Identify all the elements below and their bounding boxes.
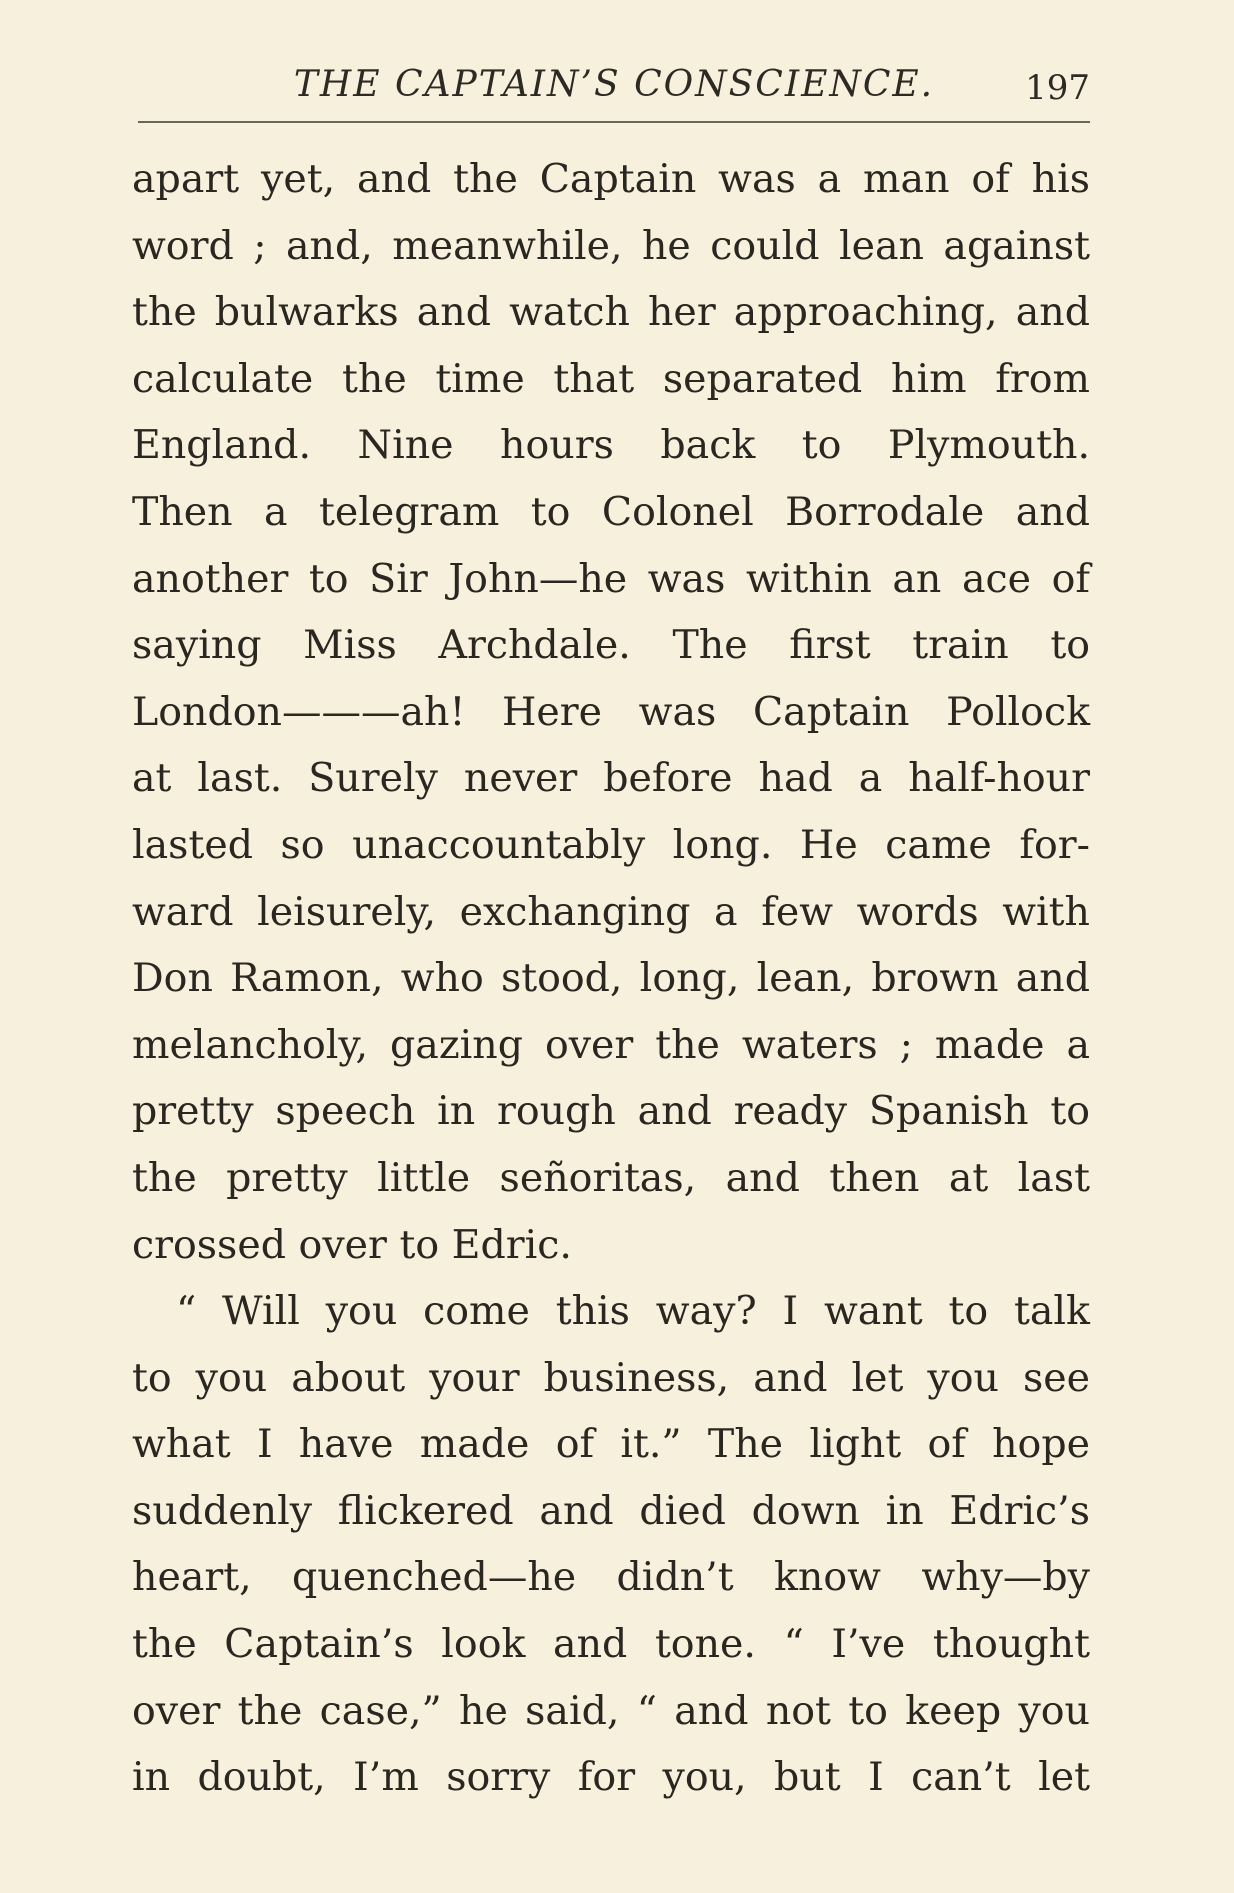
text-line: London———ah! Here was Captain Pollock [132, 688, 1090, 735]
text-line: ward leisurely, exchanging a few words with [132, 888, 1090, 935]
body-text [132, 146, 1090, 1811]
text-line: in doubt, I’m sorry for you, but I can’t let [132, 1754, 1090, 1801]
text-line: word ; and, meanwhile, he could lean against [132, 222, 1090, 269]
text-line: pretty speech in rough and ready Spanish to [132, 1088, 1090, 1135]
text-line: melancholy, gazing over the waters ; made a [132, 1021, 1090, 1068]
text-line: the pretty little señoritas, and then at last [132, 1154, 1090, 1201]
text-line: England. Nine hours back to Plymouth. [132, 422, 1090, 469]
text-line: saying Miss Archdale. The first train to [132, 622, 1090, 669]
text-line: heart, quenched—he didn’t know why—by [132, 1554, 1090, 1601]
text-line: another to Sir John—he was within an ace of [132, 555, 1090, 602]
text-line: the bulwarks and watch her approaching, and [132, 289, 1090, 336]
text-line: lasted so unaccountably long. He came for- [132, 821, 1090, 868]
text-line: Don Ramon, who stood, long, lean, brown and [132, 955, 1090, 1002]
header-rule [138, 121, 1090, 123]
text-line: apart yet, and the Captain was a man of his [132, 156, 1090, 202]
running-title: THE CAPTAIN’S CONSCIENCE. [293, 64, 935, 105]
paragraph-end-line: crossed over to Edric. [132, 1221, 572, 1268]
paragraph-start-line: “ Will you come this way? I want to talk [176, 1288, 1090, 1335]
text-line: what I have made of it.” The light of hope [132, 1421, 1090, 1468]
text-line: at last. Surely never before had a half-hour [132, 755, 1090, 802]
page-number: 197 [1025, 68, 1090, 108]
running-head [138, 58, 1090, 118]
text-line: suddenly flickered and died down in Edric’s [132, 1487, 1090, 1534]
text-line: the Captain’s look and tone. “ I’ve thought [132, 1621, 1090, 1668]
text-line: to you about your business, and let you see [132, 1354, 1090, 1401]
text-line: over the case,” he said, “ and not to keep you [132, 1687, 1090, 1734]
text-line: calculate the time that separated him from [132, 355, 1090, 402]
text-line: Then a telegram to Colonel Borrodale and [132, 488, 1090, 535]
